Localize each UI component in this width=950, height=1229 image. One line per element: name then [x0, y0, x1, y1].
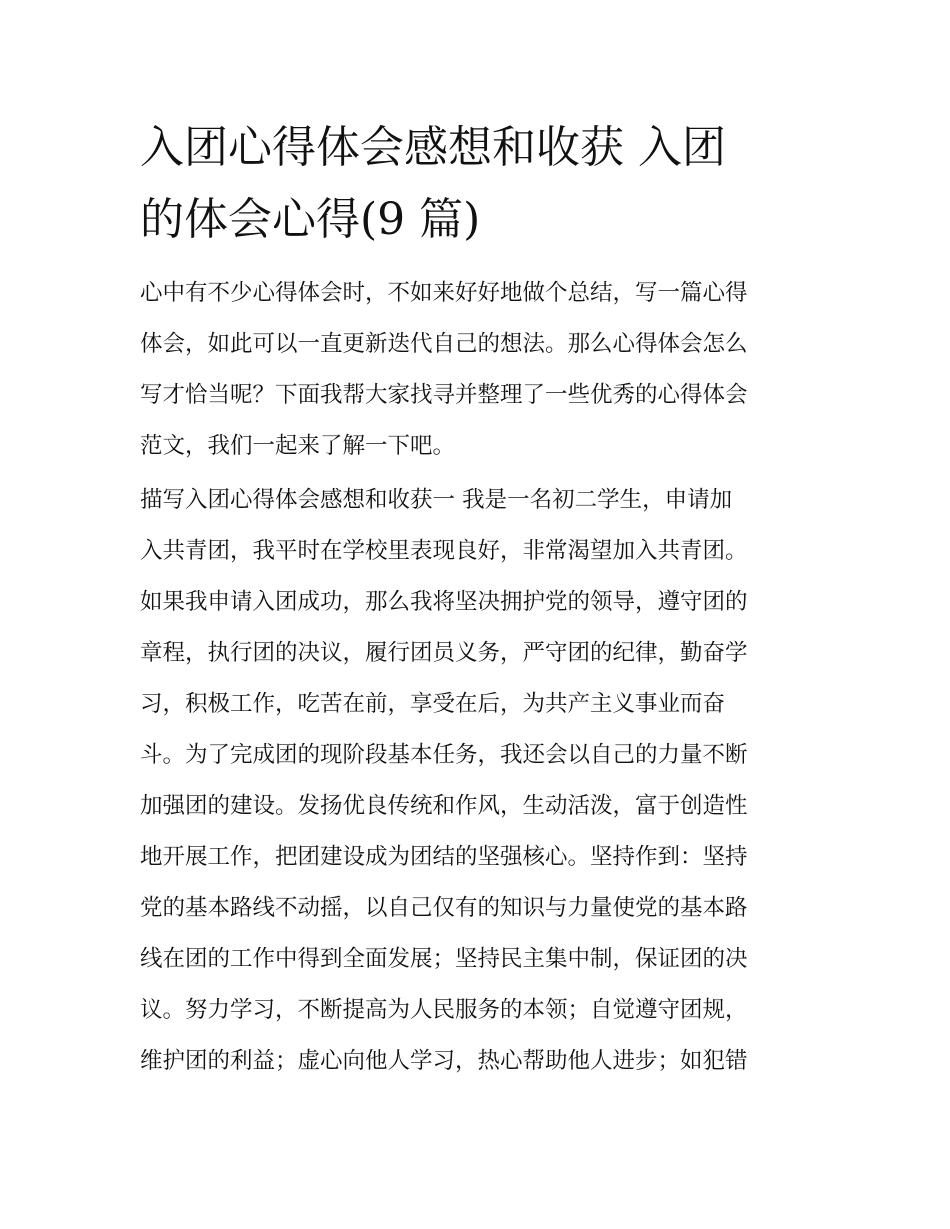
text-line: 心中有不少心得体会时，不如来好好地做个总结，写一篇心得	[140, 280, 748, 306]
title-line: 入团心得体会感想和收获 入团	[140, 122, 726, 173]
document-content	[140, 112, 816, 1087]
text-line: 章程，执行团的决议，履行团员义务，严守团的纪律，勤奋学	[140, 640, 748, 666]
text-line: 描写入团心得体会感想和收获一 我是一名初二学生，申请加	[140, 487, 733, 513]
text-line: 斗。为了完成团的现阶段基本任务，我还会以自己的力量不断	[140, 742, 748, 768]
text-line: 维护团的利益；虚心向他人学习，热心帮助他人进步；如犯错	[140, 1048, 748, 1074]
text-line: 习，积极工作，吃苦在前，享受在后，为共产主义事业而奋	[140, 691, 726, 717]
text-line: 如果我申请入团成功，那么我将坚决拥护党的领导，遵守团的	[140, 589, 748, 615]
document-title	[140, 112, 816, 256]
intro-paragraph	[140, 268, 816, 472]
text-line: 党的基本路线不动摇，以自己仅有的知识与力量使党的基本路	[140, 895, 748, 921]
text-line: 加强团的建设。发扬优良传统和作风，生动活泼，富于创造性	[140, 793, 748, 819]
essay-paragraph	[140, 475, 816, 1087]
text-line: 范文，我们一起来了解一下吧。	[140, 433, 456, 459]
text-line: 入共青团，我平时在学校里表现良好，非常渴望加入共青团。	[140, 538, 748, 564]
text-line: 议。努力学习，不断提高为人民服务的本领；自觉遵守团规，	[140, 997, 748, 1023]
text-line: 体会，如此可以一直更新迭代自己的想法。那么心得体会怎么	[140, 331, 748, 357]
text-line: 地开展工作，把团建设成为团结的坚强核心。坚持作到：坚持	[140, 844, 748, 870]
text-line: 线在团的工作中得到全面发展；坚持民主集中制，保证团的决	[140, 946, 748, 972]
title-line: 的体会心得(9 篇)	[140, 194, 481, 245]
text-line: 写才恰当呢？下面我帮大家找寻并整理了一些优秀的心得体会	[140, 382, 748, 408]
